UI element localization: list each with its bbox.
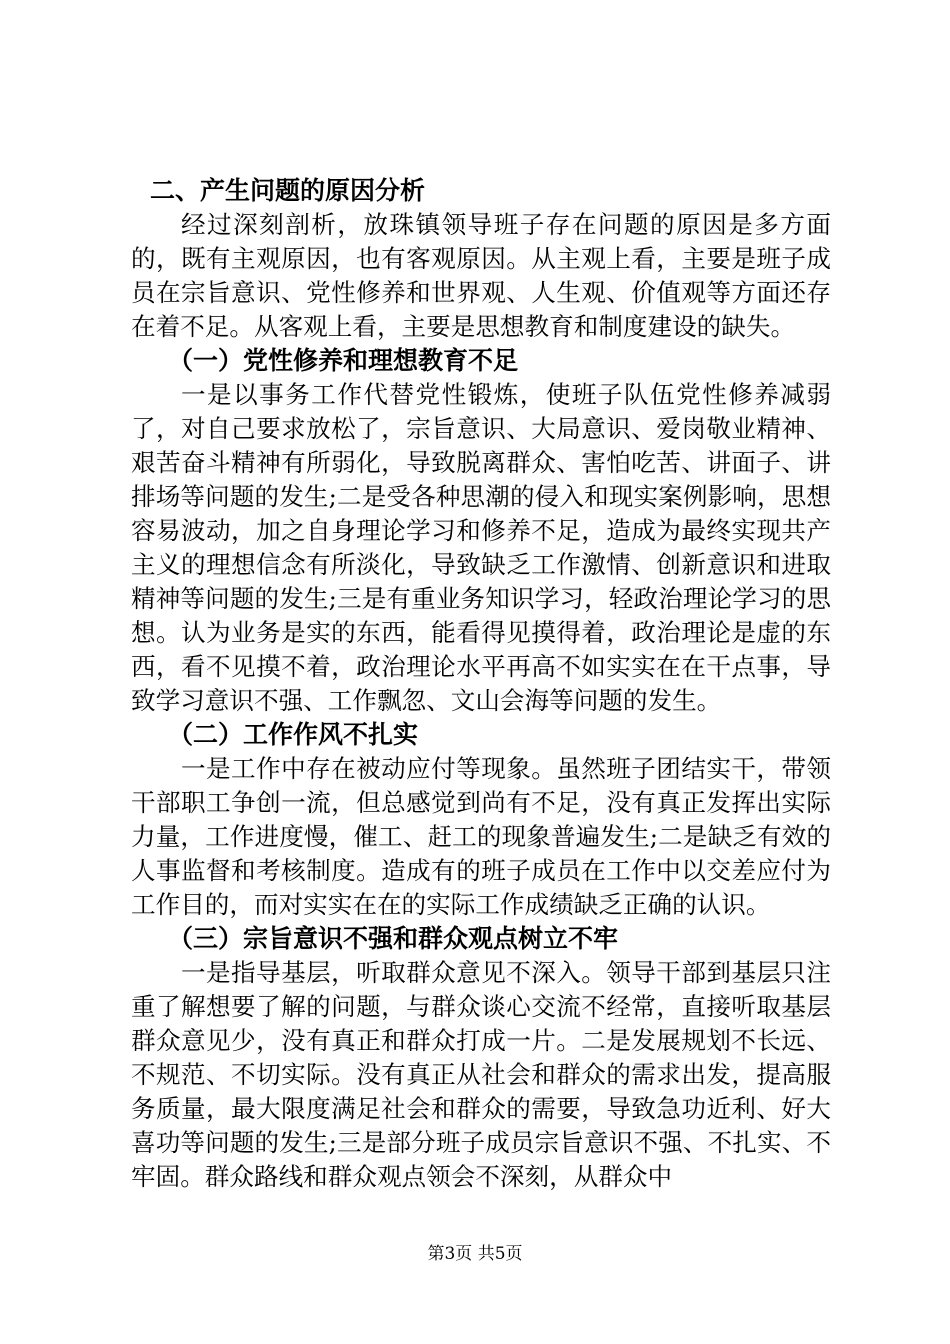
paragraph-party-spirit: 一是以事务工作代替党性锻炼，使班子队伍党性修养减弱了，对自己要求放松了，宗旨意识、大局意识、爱岗敬业精神、艰苦奋斗精神有所弱化，导致脱离群众、害怕吃苦、讲面子、讲排场等问题的发生;二是受各种思潮的侵入和现实案例影响，思想容易波动，加之自身理论学习和修养不足，造成为最终实现共产主义的理想信念有所淡化，导致缺乏工作激情、创新意识和进取精神等问题的发生;三是有重业务知识学习，轻政治理论学习的思想。认为业务是实的东西，能看得见摸得着，政治理论是虚的东西，看不见摸不着，政治理论水平再高不如实实在在干点事，导致学习意识不强、工作飘忽、文山会海等问题的发生。 xyxy=(131,380,831,715)
paragraph-purpose-awareness: 一是指导基层，听取群众意见不深入。领导干部到基层只注重了解想要了解的问题，与群众谈心交流不经常，直接听取基层群众意见少，没有真正和群众打成一片。二是发展规划不长远、不规范、不切实际。没有真正从社会和群众的需求出发，提高服务质量，最大限度满足社会和群众的需要，导致急功近利、好大喜功等问题的发生;三是部分班子成员宗旨意识不强、不扎实、不牢固。群众路线和群众观点领会不深刻，从群众中 xyxy=(131,958,831,1191)
section-heading-causes: 二、产生问题的原因分析 xyxy=(150,176,426,205)
paragraph-causes-intro: 经过深刻剖析，放珠镇领导班子存在问题的原因是多方面的，既有主观原因，也有客观原因。从主观上看，主要是班子成员在宗旨意识、党性修养和世界观、人生观、价值观等方面还存在着不足。从客观上看，主要是思想教育和制度建设的缺失。 xyxy=(131,210,831,341)
subsection-heading-purpose-awareness: （三）宗旨意识不强和群众观点树立不牢 xyxy=(168,924,619,953)
page-number-footer: 第3页 共5页 xyxy=(427,1244,523,1264)
paragraph-work-style: 一是工作中存在被动应付等现象。虽然班子团结实干，带领干部职工争创一流，但总感觉到尚有不足，没有真正发挥出实际力量，工作进度慢，催工、赶工的现象普遍发生;二是缺乏有效的人事监督和考核制度。造成有的班子成员在工作中以交差应付为工作目的，而对实实在在的实际工作成绩缺乏正确的认识。 xyxy=(131,754,831,919)
subsection-heading-party-spirit: （一）党性修养和理想教育不足 xyxy=(168,346,519,375)
subsection-heading-work-style: （二）工作作风不扎实 xyxy=(168,720,419,749)
document-body xyxy=(131,174,831,1194)
